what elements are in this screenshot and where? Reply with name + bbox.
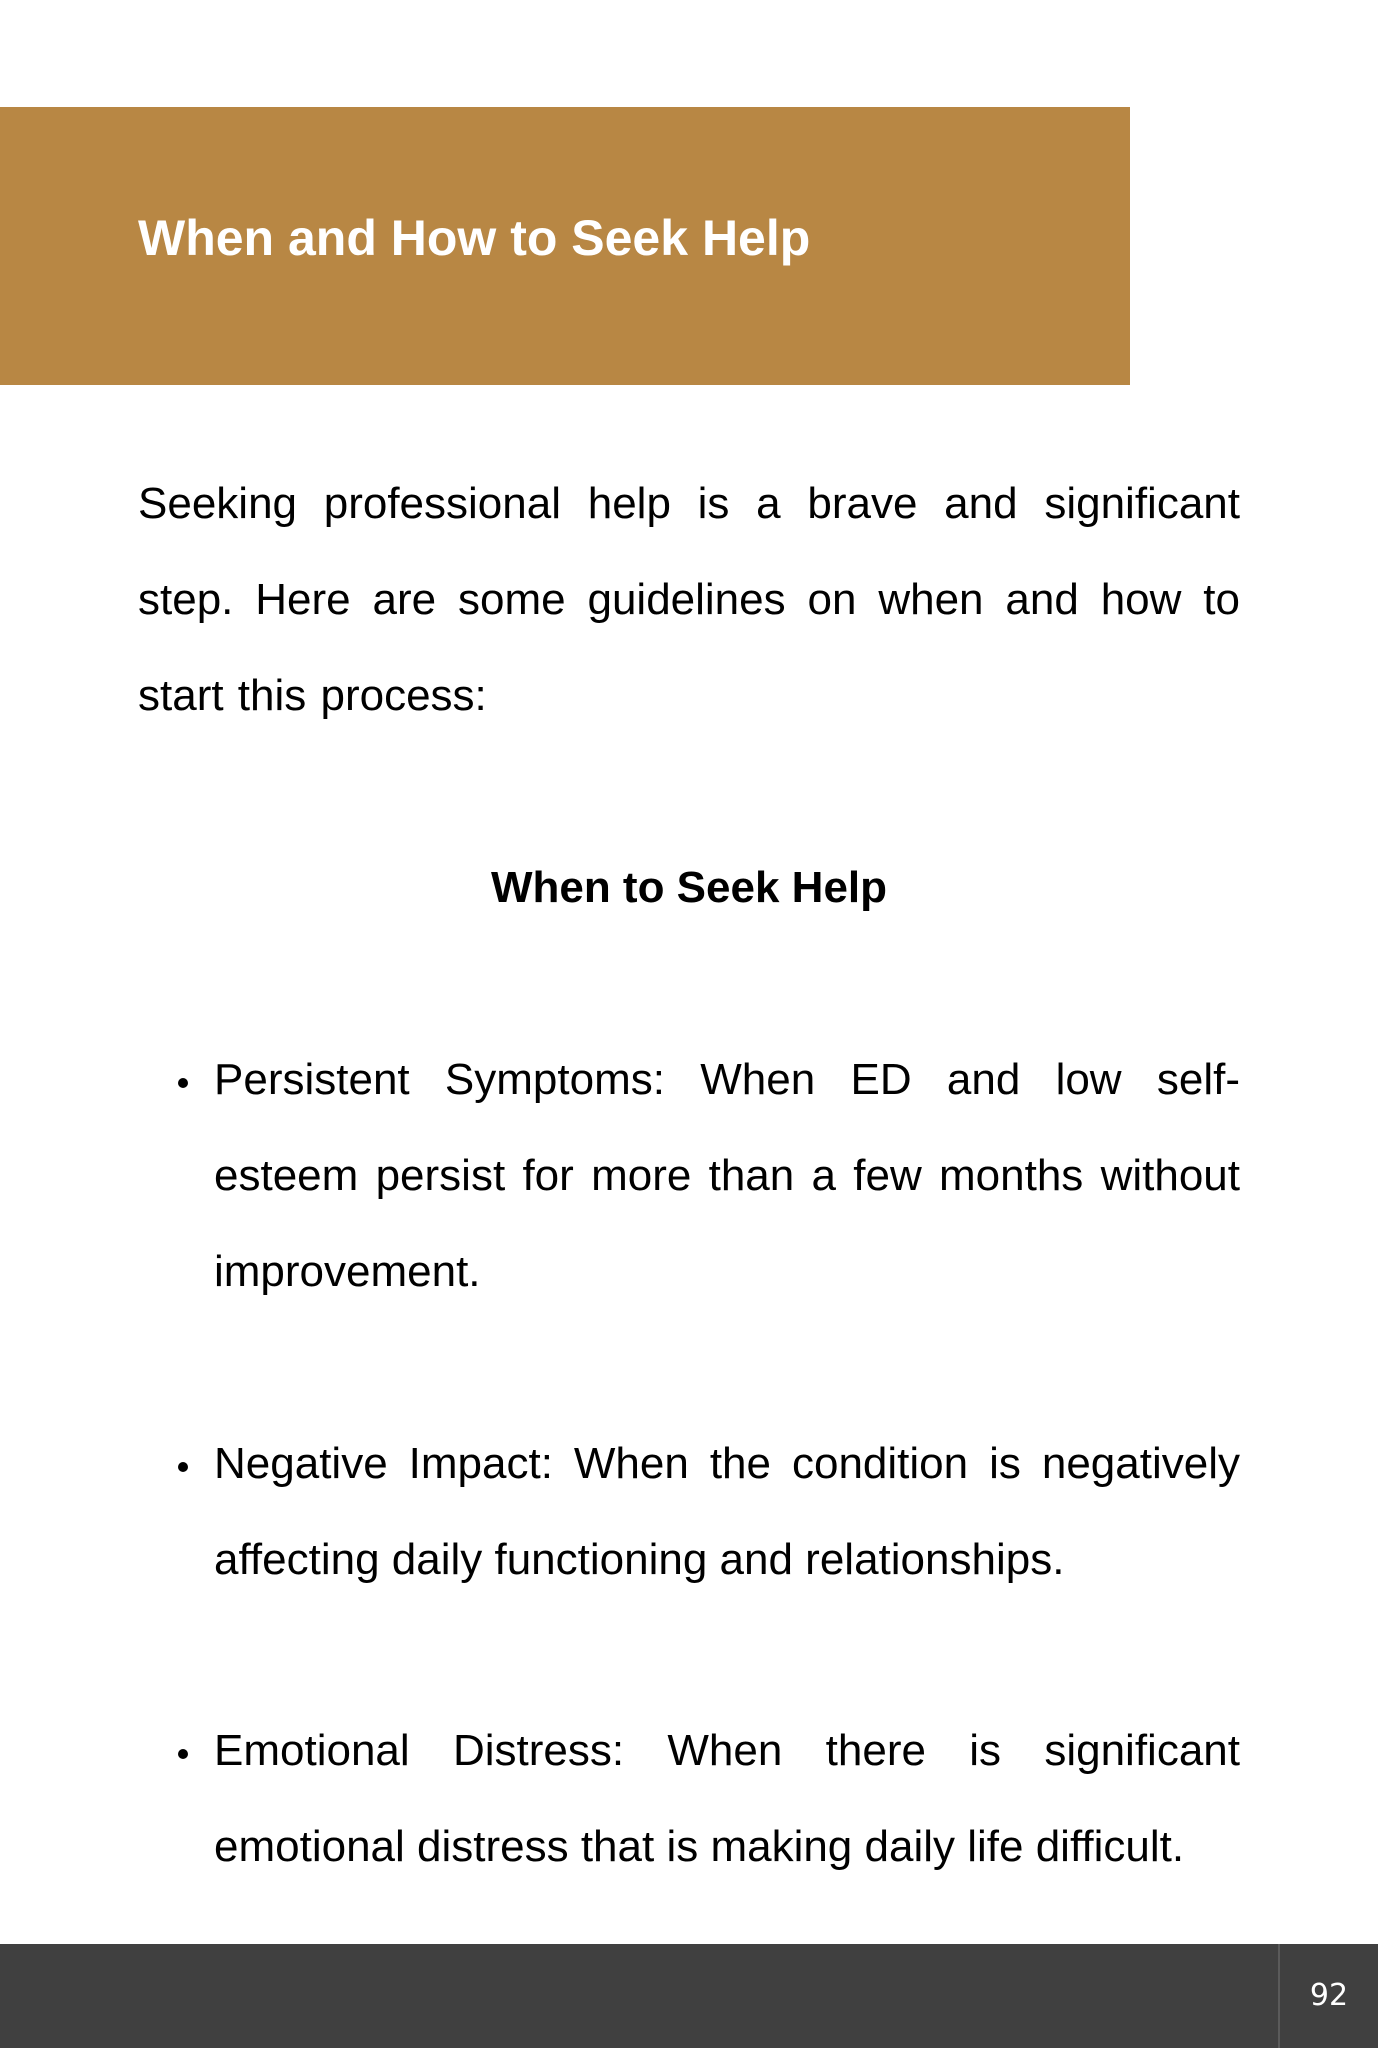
bullet-icon [178,1749,188,1759]
bullet-icon [178,1462,188,1472]
footer-bar [0,1944,1378,2048]
bullet-icon [178,1078,188,1088]
list-item-text: Negative Impact: When the condition is negatively affecting daily functioning and relationships. [214,1439,1240,1584]
page-number: 92 [1309,1978,1349,2013]
intro-paragraph: Seeking professional help is a brave and significant step. Here are some guidelines on when and how to start this process: [138,479,1240,720]
section-heading: When to Seek Help [490,863,888,912]
list-item-text: Persistent Symptoms: When ED and low self-esteem persist for more than a few months without improvement. [214,1055,1240,1296]
page-title: When and How to Seek Help [138,210,811,266]
list-item-text: Emotional Distress: When there is significant emotional distress that is making daily life difficult. [214,1726,1240,1871]
